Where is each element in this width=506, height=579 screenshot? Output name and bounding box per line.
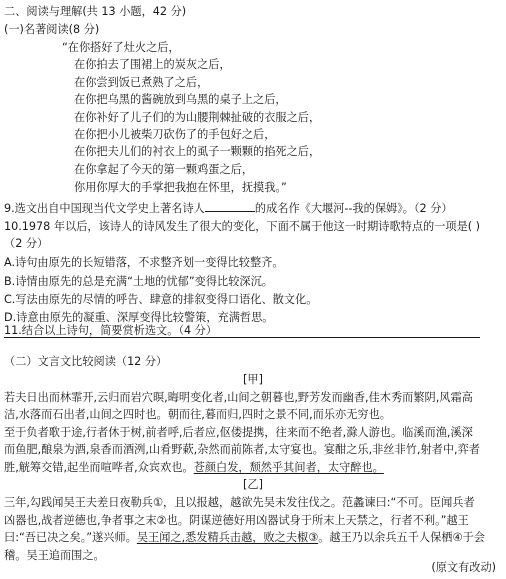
question-10-points: （2 分） [4, 237, 49, 250]
option-a: A.诗句由原先的长短错落，不求整齐划一变得比较整齐。 [4, 256, 284, 269]
poem-line: 在你把夫儿们的衬衣上的虱子一颗颗的掐死之后， [74, 145, 321, 158]
answer-line [4, 337, 480, 338]
part-title: （二）文言文比较阅读（12 分） [4, 355, 168, 368]
source-note: (原文有改动) [431, 561, 496, 574]
poem-line: 在你尝到饭已煮熟了之后， [74, 76, 209, 89]
poem-line: “在你搭好了灶火之后， [62, 41, 180, 54]
yi-line: 凶器也,战者逆德也,争者事之末②也。阴谋逆德好用凶器试身于所末上天禁之，行者不利。”越王 [4, 514, 469, 527]
jia-line: 至于负者歌于途,行者休于树,前者呼,后者应,伛偻提携，往来而不绝者,滁人游也。临溪而渔,溪深 [4, 426, 473, 439]
underlined-sentence: 苍颜白发，颓然乎其间者，太守醉也。 [193, 461, 384, 474]
poem-line: 在你补好了儿子们的为山腰荆棘扯破的衣服之后， [74, 111, 321, 124]
question-9-text-b: 的成名作《大堰河--我的保姆》。（2 分） [254, 202, 453, 215]
underlined-sentence: 吴王闻之,悉发精兵击越，败之夫椒③ [136, 531, 319, 544]
yi-line: 三年,勾践闻吴王夫差日夜勒兵①，且以报越，越欲先吴未发往伐之。范蠡谏曰:“不可。臣闻兵者 [4, 496, 475, 509]
jia-line: 而鱼肥,酿泉为酒,泉香而酒洌,山肴野蔌,杂然而前陈者,太守宴也。宴酣之乐,非丝非竹,射者中,弈者 [4, 443, 480, 456]
answer-blank[interactable] [205, 201, 255, 212]
option-b: B.诗情由原先的总是充满“土地的忧郁”变得比较深沉。 [4, 275, 273, 288]
jia-line [4, 460, 384, 475]
option-c: C.写法由原先的尽情的呼告、肆意的排叙变得口语化、散文化。 [4, 293, 318, 306]
question-11: 11.结合以上诗句，简要赏析选文。（4 分） [4, 324, 218, 337]
text-label-yi: [乙] [243, 478, 263, 491]
question-10: 10.1978 年以后，该诗人的诗风发生了很大的变化，下面不属于他这一时期诗歌特点的一项是( ) [4, 220, 481, 233]
jia-line: 洁,水落而石出者,山间之四时也。朝而往,暮而归,四时之景不同,而乐亦无穷也。 [4, 408, 391, 421]
poem-line: 你用你厚大的手掌把我抱在怀里，抚摸我。” [74, 181, 287, 194]
part-title: (一)名著阅读(8 分) [4, 23, 100, 36]
question-9 [4, 201, 453, 216]
poem-line: 在你把小儿被柴刀砍伤了的手包好之后， [74, 128, 276, 141]
poem-line: 在你拍去了围裙上的炭灰之后， [74, 58, 231, 71]
question-9-text-a: 9.选文出自中国现当代文学史上著名诗人 [4, 202, 205, 215]
poem-line: 在你把乌黑的酱碗放到乌黑的桌子上之后， [74, 93, 287, 106]
poem-line: 在你拿起了今天的第一颗鸡蛋之后， [74, 163, 254, 176]
yi-line [4, 530, 485, 545]
yi-line: 稽。吴王追而围之。 [4, 549, 105, 562]
yi-text: 。越王乃以余兵五千人保栖④于会 [318, 531, 485, 544]
jia-line: 若夫日出而林霏开,云归而岩穴暝,晦明变化者,山间之朝暮也,野芳发而幽香,佳木秀而繁阴,风霜高 [4, 391, 473, 404]
jia-last-text: 胜,觥筹交错,起坐而喧哗者,众宾欢也。 [4, 461, 194, 474]
text-label-jia: [甲] [243, 373, 263, 386]
yi-text: 曰:“吾已决之矣。”遂兴师。 [4, 531, 137, 544]
option-d: D.诗意由原先的凝重、深厚变得比较警策，充满哲思。 [4, 311, 274, 324]
section-title: 二、阅读与理解(共 13 小题，42 分) [4, 5, 187, 18]
